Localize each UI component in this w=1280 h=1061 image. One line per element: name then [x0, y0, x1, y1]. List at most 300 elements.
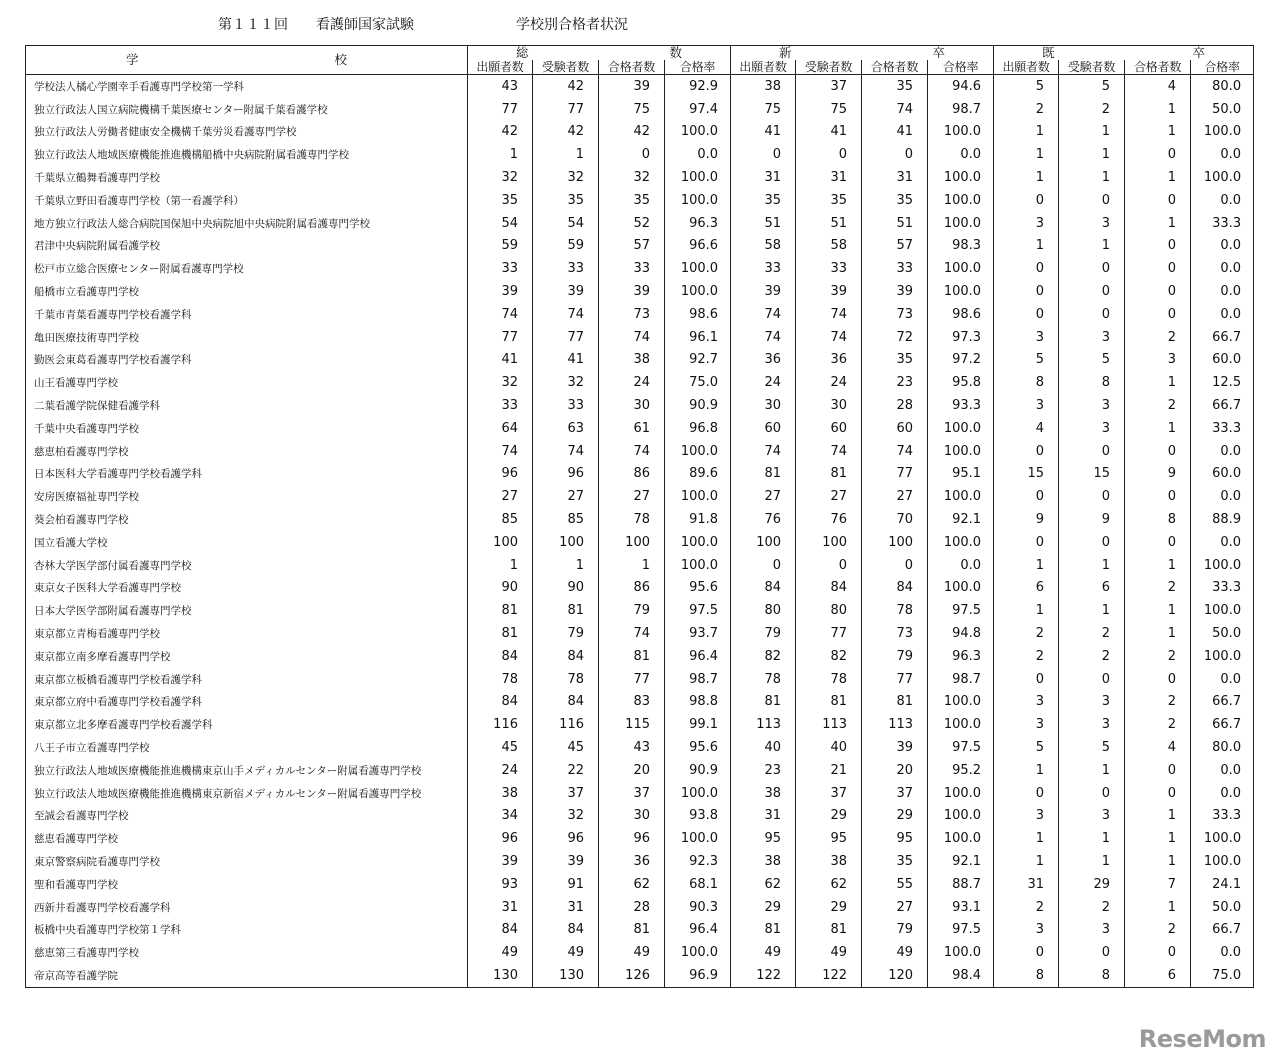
- count-cell: 27: [862, 485, 928, 508]
- count-cell: 49: [599, 941, 665, 964]
- count-cell: 8: [1059, 964, 1125, 987]
- pass-rate-cell: 50.0: [1191, 896, 1254, 919]
- pass-rate-cell: 97.5: [928, 918, 994, 941]
- count-cell: 23: [731, 759, 796, 782]
- count-cell: 20: [599, 759, 665, 782]
- table-row: [26, 896, 1254, 919]
- table-row: [26, 349, 1254, 372]
- count-cell: 84: [533, 918, 599, 941]
- count-cell: 39: [468, 850, 533, 873]
- count-cell: 84: [468, 691, 533, 714]
- school-name: 慈恵柏看護専門学校: [26, 440, 468, 463]
- count-cell: 1: [1059, 121, 1125, 144]
- pass-rate-cell: 50.0: [1191, 622, 1254, 645]
- table-row: [26, 599, 1254, 622]
- count-cell: 85: [468, 508, 533, 531]
- school-name: 独立行政法人国立病院機構千葉医療センター附属千葉看護学校: [26, 98, 468, 121]
- count-cell: 27: [599, 485, 665, 508]
- pass-rate-cell: 100.0: [928, 713, 994, 736]
- subtitle: 学校別合格者状況: [516, 17, 628, 33]
- count-cell: 1: [1059, 235, 1125, 258]
- count-cell: 4: [1125, 75, 1191, 98]
- table-row: [26, 873, 1254, 896]
- count-cell: 96: [468, 827, 533, 850]
- table-row: [26, 736, 1254, 759]
- pass-rate-cell: 33.3: [1191, 577, 1254, 600]
- pass-rate-cell: 100.0: [665, 121, 731, 144]
- count-cell: 1: [994, 599, 1059, 622]
- pass-rate-cell: 0.0: [1191, 440, 1254, 463]
- pass-rate-cell: 96.3: [665, 212, 731, 235]
- count-cell: 74: [599, 440, 665, 463]
- pass-rate-cell: 66.7: [1191, 691, 1254, 714]
- pass-rate-cell: 100.0: [928, 531, 994, 554]
- school-name: 松戸市立総合医療センター附属看護専門学校: [26, 257, 468, 280]
- count-cell: 6: [1125, 964, 1191, 987]
- count-cell: 39: [468, 280, 533, 303]
- pass-rate-cell: 100.0: [928, 280, 994, 303]
- pass-rate-cell: 33.3: [1191, 805, 1254, 828]
- count-cell: 2: [1125, 394, 1191, 417]
- count-cell: 1: [1125, 554, 1191, 577]
- count-cell: 2: [994, 896, 1059, 919]
- count-cell: 1: [1125, 622, 1191, 645]
- count-cell: 81: [599, 645, 665, 668]
- count-cell: 30: [599, 805, 665, 828]
- count-cell: 5: [994, 75, 1059, 98]
- count-cell: 0: [994, 485, 1059, 508]
- count-cell: 33: [533, 394, 599, 417]
- pass-rate-cell: 0.0: [1191, 303, 1254, 326]
- school-name: 地方独立行政法人総合病院国保旭中央病院旭中央病院附属看護専門学校: [26, 212, 468, 235]
- count-cell: 27: [468, 485, 533, 508]
- count-cell: 81: [533, 599, 599, 622]
- pass-rate-cell: 95.2: [928, 759, 994, 782]
- pass-rate-cell: 100.0: [928, 782, 994, 805]
- pass-rate-cell: 100.0: [928, 257, 994, 280]
- school-name: 杏林大学医学部付属看護専門学校: [26, 554, 468, 577]
- count-cell: 5: [994, 349, 1059, 372]
- pass-rate-cell: 66.7: [1191, 713, 1254, 736]
- header-group-char: 既: [1042, 45, 1055, 60]
- count-cell: 84: [468, 918, 533, 941]
- count-cell: 39: [731, 280, 796, 303]
- header-school-char-1: 学: [126, 52, 139, 67]
- count-cell: 22: [533, 759, 599, 782]
- count-cell: 0: [1125, 143, 1191, 166]
- pass-rate-cell: 0.0: [1191, 941, 1254, 964]
- count-cell: 33: [796, 257, 862, 280]
- school-name: 東京都立板橋看護専門学校看護学科: [26, 668, 468, 691]
- table-row: [26, 577, 1254, 600]
- count-cell: 57: [599, 235, 665, 258]
- count-cell: 77: [796, 622, 862, 645]
- school-name: 慈恵第三看護専門学校: [26, 941, 468, 964]
- count-cell: 27: [862, 896, 928, 919]
- school-name: 独立行政法人労働者健康安全機構千葉労災看護専門学校: [26, 121, 468, 144]
- count-cell: 37: [796, 782, 862, 805]
- school-name: 東京女子医科大学看護専門学校: [26, 577, 468, 600]
- count-cell: 8: [994, 371, 1059, 394]
- pass-rate-cell: 96.8: [665, 417, 731, 440]
- pass-rate-cell: 100.0: [1191, 166, 1254, 189]
- count-cell: 28: [599, 896, 665, 919]
- count-cell: 74: [468, 303, 533, 326]
- table-row: [26, 75, 1254, 98]
- count-cell: 84: [862, 577, 928, 600]
- count-cell: 37: [862, 782, 928, 805]
- count-cell: 35: [862, 189, 928, 212]
- pass-rate-cell: 33.3: [1191, 417, 1254, 440]
- pass-rate-cell: 88.7: [928, 873, 994, 896]
- pass-rate-cell: 100.0: [665, 257, 731, 280]
- count-cell: 1: [1125, 896, 1191, 919]
- count-cell: 0: [1125, 280, 1191, 303]
- pass-rate-cell: 100.0: [665, 440, 731, 463]
- count-cell: 90: [468, 577, 533, 600]
- header-group-char: 数: [669, 45, 683, 60]
- count-cell: 33: [468, 394, 533, 417]
- count-cell: 9: [1059, 508, 1125, 531]
- count-cell: 38: [731, 850, 796, 873]
- count-cell: 32: [468, 371, 533, 394]
- pass-rate-cell: 50.0: [1191, 98, 1254, 121]
- count-cell: 3: [1059, 805, 1125, 828]
- count-cell: 3: [1059, 417, 1125, 440]
- pass-rate-cell: 96.6: [665, 235, 731, 258]
- table-row: [26, 691, 1254, 714]
- pass-rate-cell: 80.0: [1191, 75, 1254, 98]
- count-cell: 42: [533, 75, 599, 98]
- pass-rate-cell: 95.1: [928, 463, 994, 486]
- count-cell: 0: [994, 280, 1059, 303]
- count-cell: 72: [862, 326, 928, 349]
- count-cell: 1: [533, 554, 599, 577]
- pass-rate-cell: 100.0: [665, 166, 731, 189]
- count-cell: 0: [1059, 531, 1125, 554]
- count-cell: 24: [599, 371, 665, 394]
- count-cell: 83: [599, 691, 665, 714]
- count-cell: 2: [1059, 98, 1125, 121]
- school-name: 日本大学医学部附属看護専門学校: [26, 599, 468, 622]
- school-name: 君津中央病院附属看護学校: [26, 235, 468, 258]
- pass-rate-cell: 0.0: [665, 143, 731, 166]
- count-cell: 81: [731, 918, 796, 941]
- table-row: [26, 463, 1254, 486]
- pass-rate-cell: 75.0: [1191, 964, 1254, 987]
- count-cell: 74: [731, 326, 796, 349]
- count-cell: 36: [599, 850, 665, 873]
- school-name: 葵会柏看護専門学校: [26, 508, 468, 531]
- table-row: [26, 782, 1254, 805]
- pass-rate-cell: 100.0: [1191, 827, 1254, 850]
- table-row: [26, 326, 1254, 349]
- pass-rate-cell: 98.4: [928, 964, 994, 987]
- pass-rate-cell: 100.0: [665, 782, 731, 805]
- count-cell: 5: [1059, 349, 1125, 372]
- pass-rate-cell: 0.0: [1191, 280, 1254, 303]
- pass-rate-cell: 98.3: [928, 235, 994, 258]
- count-cell: 0: [994, 668, 1059, 691]
- count-cell: 38: [599, 349, 665, 372]
- pass-rate-cell: 100.0: [928, 212, 994, 235]
- school-name: 安房医療福祉専門学校: [26, 485, 468, 508]
- count-cell: 3: [994, 918, 1059, 941]
- count-cell: 32: [599, 166, 665, 189]
- count-cell: 0: [994, 440, 1059, 463]
- count-cell: 3: [1059, 713, 1125, 736]
- header-sub: 合格率: [928, 60, 994, 75]
- count-cell: 0: [1125, 668, 1191, 691]
- count-cell: 35: [862, 75, 928, 98]
- count-cell: 0: [862, 143, 928, 166]
- count-cell: 84: [468, 645, 533, 668]
- count-cell: 1: [994, 850, 1059, 873]
- school-name: 亀田医療技術専門学校: [26, 326, 468, 349]
- count-cell: 35: [796, 189, 862, 212]
- pass-rate-cell: 0.0: [1191, 668, 1254, 691]
- pass-rate-cell: 89.6: [665, 463, 731, 486]
- pass-rate-cell: 93.1: [928, 896, 994, 919]
- count-cell: 1: [994, 143, 1059, 166]
- count-cell: 82: [731, 645, 796, 668]
- table-row: [26, 235, 1254, 258]
- count-cell: 0: [994, 303, 1059, 326]
- table-row: [26, 371, 1254, 394]
- pass-rate-cell: 92.9: [665, 75, 731, 98]
- count-cell: 1: [994, 235, 1059, 258]
- count-cell: 30: [796, 394, 862, 417]
- count-cell: 2: [1059, 645, 1125, 668]
- count-cell: 3: [994, 326, 1059, 349]
- pass-rate-cell: 96.3: [928, 645, 994, 668]
- count-cell: 3: [994, 713, 1059, 736]
- count-cell: 58: [731, 235, 796, 258]
- count-cell: 2: [1125, 918, 1191, 941]
- count-cell: 35: [862, 349, 928, 372]
- count-cell: 35: [599, 189, 665, 212]
- pass-rate-cell: 0.0: [1191, 235, 1254, 258]
- school-name: 千葉中央看護専門学校: [26, 417, 468, 440]
- header-sub: 合格率: [1191, 60, 1254, 75]
- count-cell: 2: [994, 645, 1059, 668]
- count-cell: 0: [994, 941, 1059, 964]
- count-cell: 0: [1125, 303, 1191, 326]
- count-cell: 54: [468, 212, 533, 235]
- count-cell: 0: [796, 143, 862, 166]
- pass-rate-cell: 98.6: [928, 303, 994, 326]
- pass-rate-cell: 93.8: [665, 805, 731, 828]
- count-cell: 31: [796, 166, 862, 189]
- count-cell: 31: [731, 805, 796, 828]
- count-cell: 40: [796, 736, 862, 759]
- count-cell: 27: [731, 485, 796, 508]
- count-cell: 1: [1059, 759, 1125, 782]
- count-cell: 85: [533, 508, 599, 531]
- pass-rate-cell: 98.8: [665, 691, 731, 714]
- count-cell: 74: [796, 303, 862, 326]
- count-cell: 31: [533, 896, 599, 919]
- count-cell: 32: [533, 805, 599, 828]
- pass-rate-cell: 99.1: [665, 713, 731, 736]
- pass-rate-cell: 100.0: [665, 531, 731, 554]
- count-cell: 81: [731, 691, 796, 714]
- count-cell: 43: [599, 736, 665, 759]
- count-cell: 0: [1059, 257, 1125, 280]
- pass-rate-cell: 100.0: [928, 417, 994, 440]
- count-cell: 49: [731, 941, 796, 964]
- count-cell: 96: [533, 463, 599, 486]
- count-cell: 0: [1059, 303, 1125, 326]
- school-name: 千葉県立野田看護専門学校（第一看護学科）: [26, 189, 468, 212]
- count-cell: 8: [1059, 371, 1125, 394]
- school-name: 慈恵看護専門学校: [26, 827, 468, 850]
- pass-rate-cell: 97.2: [928, 349, 994, 372]
- pass-rate-cell: 100.0: [928, 485, 994, 508]
- count-cell: 0: [1125, 759, 1191, 782]
- count-cell: 24: [796, 371, 862, 394]
- pass-rate-cell: 92.7: [665, 349, 731, 372]
- count-cell: 6: [1059, 577, 1125, 600]
- count-cell: 2: [1125, 645, 1191, 668]
- count-cell: 52: [599, 212, 665, 235]
- count-cell: 24: [468, 759, 533, 782]
- count-cell: 57: [862, 235, 928, 258]
- count-cell: 75: [796, 98, 862, 121]
- pass-rate-cell: 66.7: [1191, 918, 1254, 941]
- count-cell: 59: [468, 235, 533, 258]
- header-group-char: 卒: [932, 45, 946, 60]
- count-cell: 39: [862, 736, 928, 759]
- header-sub: 出願者数: [468, 60, 533, 75]
- school-name: 国立看護大学校: [26, 531, 468, 554]
- pass-rate-cell: 96.9: [665, 964, 731, 987]
- pass-rate-cell: 88.9: [1191, 508, 1254, 531]
- count-cell: 1: [994, 827, 1059, 850]
- count-cell: 1: [1125, 121, 1191, 144]
- pass-rate-cell: 0.0: [1191, 143, 1254, 166]
- count-cell: 100: [796, 531, 862, 554]
- count-cell: 130: [533, 964, 599, 987]
- count-cell: 78: [468, 668, 533, 691]
- count-cell: 1: [1125, 827, 1191, 850]
- school-name: 千葉県立鶴舞看護専門学校: [26, 166, 468, 189]
- count-cell: 1: [1059, 599, 1125, 622]
- school-name: 東京都立青梅看護専門学校: [26, 622, 468, 645]
- count-cell: 2: [1125, 691, 1191, 714]
- count-cell: 0: [1059, 668, 1125, 691]
- count-cell: 100: [731, 531, 796, 554]
- count-cell: 0: [1125, 189, 1191, 212]
- table-row: [26, 485, 1254, 508]
- count-cell: 3: [994, 394, 1059, 417]
- pass-rate-cell: 97.4: [665, 98, 731, 121]
- table-row: [26, 827, 1254, 850]
- count-cell: 0: [862, 554, 928, 577]
- count-cell: 35: [862, 850, 928, 873]
- count-cell: 73: [862, 303, 928, 326]
- count-cell: 3: [1125, 349, 1191, 372]
- count-cell: 23: [862, 371, 928, 394]
- count-cell: 1: [599, 554, 665, 577]
- count-cell: 78: [599, 508, 665, 531]
- count-cell: 32: [533, 166, 599, 189]
- count-cell: 42: [533, 121, 599, 144]
- pass-rate-cell: 96.4: [665, 918, 731, 941]
- school-name: 東京警察病院看護専門学校: [26, 850, 468, 873]
- count-cell: 74: [731, 440, 796, 463]
- count-cell: 100: [862, 531, 928, 554]
- pass-rate-cell: 90.9: [665, 394, 731, 417]
- pass-rate-cell: 93.3: [928, 394, 994, 417]
- pass-rate-cell: 12.5: [1191, 371, 1254, 394]
- count-cell: 2: [994, 98, 1059, 121]
- header-group-1: [731, 46, 994, 61]
- count-cell: 9: [994, 508, 1059, 531]
- pass-rate-cell: 96.4: [665, 645, 731, 668]
- header-sub: 出願者数: [731, 60, 796, 75]
- count-cell: 58: [796, 235, 862, 258]
- count-cell: 90: [533, 577, 599, 600]
- count-cell: 29: [862, 805, 928, 828]
- school-name: 二葉看護学院保健看護学科: [26, 394, 468, 417]
- pass-rate-cell: 100.0: [928, 189, 994, 212]
- count-cell: 31: [994, 873, 1059, 896]
- count-cell: 54: [533, 212, 599, 235]
- count-cell: 0: [1059, 280, 1125, 303]
- pass-rate-cell: 97.5: [928, 736, 994, 759]
- count-cell: 73: [862, 622, 928, 645]
- count-cell: 96: [468, 463, 533, 486]
- count-cell: 81: [796, 691, 862, 714]
- count-cell: 2: [1059, 896, 1125, 919]
- pass-rate-cell: 96.1: [665, 326, 731, 349]
- count-cell: 40: [731, 736, 796, 759]
- pass-rate-cell: 75.0: [665, 371, 731, 394]
- count-cell: 51: [731, 212, 796, 235]
- count-cell: 84: [533, 691, 599, 714]
- table-row: [26, 508, 1254, 531]
- count-cell: 0: [1059, 485, 1125, 508]
- count-cell: 100: [533, 531, 599, 554]
- count-cell: 75: [731, 98, 796, 121]
- count-cell: 79: [599, 599, 665, 622]
- pass-rate-cell: 91.8: [665, 508, 731, 531]
- count-cell: 41: [796, 121, 862, 144]
- count-cell: 35: [468, 189, 533, 212]
- table-row: [26, 394, 1254, 417]
- count-cell: 122: [796, 964, 862, 987]
- count-cell: 2: [994, 622, 1059, 645]
- pass-rate-cell: 92.3: [665, 850, 731, 873]
- count-cell: 15: [1059, 463, 1125, 486]
- count-cell: 39: [796, 280, 862, 303]
- pass-rate-cell: 92.1: [928, 850, 994, 873]
- pass-rate-cell: 100.0: [928, 440, 994, 463]
- header-sub: 受験者数: [533, 60, 599, 75]
- count-cell: 73: [599, 303, 665, 326]
- pass-rate-cell: 97.5: [928, 599, 994, 622]
- count-cell: 113: [796, 713, 862, 736]
- count-cell: 0: [1059, 440, 1125, 463]
- count-cell: 39: [599, 75, 665, 98]
- count-cell: 96: [533, 827, 599, 850]
- pass-rate-cell: 80.0: [1191, 736, 1254, 759]
- school-name: 八王子市立看護専門学校: [26, 736, 468, 759]
- count-cell: 3: [1059, 691, 1125, 714]
- pass-rate-cell: 24.1: [1191, 873, 1254, 896]
- count-cell: 60: [796, 417, 862, 440]
